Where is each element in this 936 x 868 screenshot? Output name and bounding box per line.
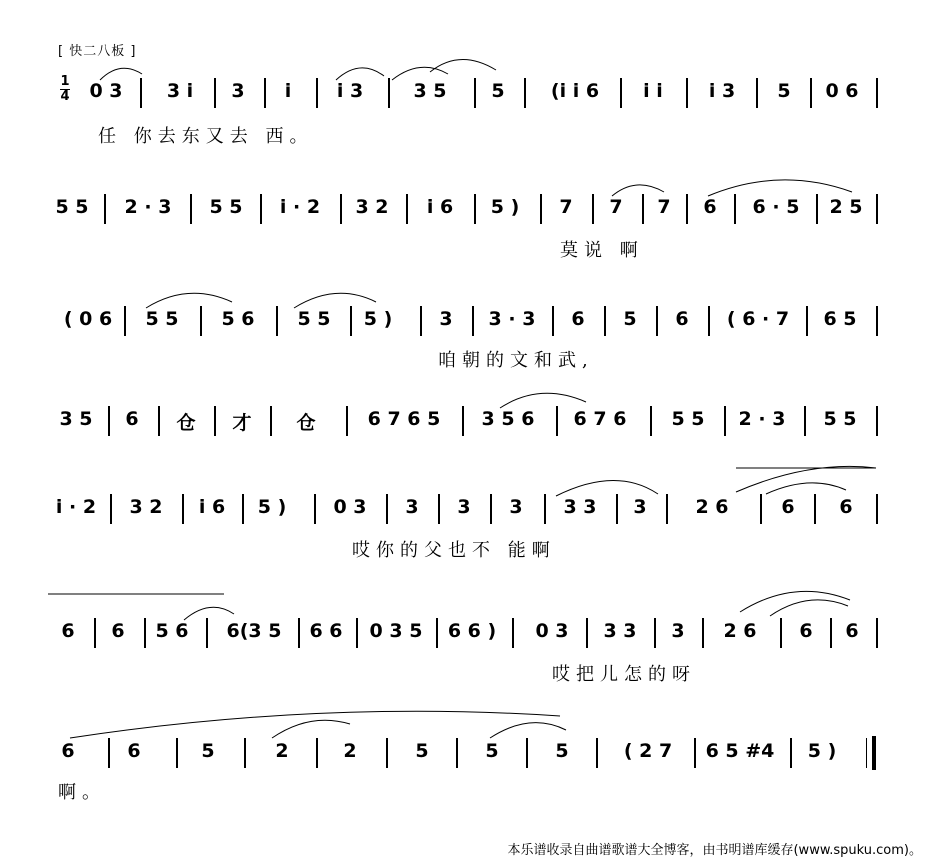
slur — [490, 723, 566, 738]
note-group: 5 — [201, 740, 215, 762]
note-group: 6 7 6 5 — [367, 408, 441, 430]
note-group: 5 5 — [145, 308, 179, 330]
slur — [770, 600, 848, 616]
note-group: i 3 — [336, 80, 364, 102]
note-group: 6 6 — [309, 620, 343, 642]
note-group: 6 — [61, 740, 75, 762]
slur — [184, 607, 234, 620]
note-group: 5 — [555, 740, 569, 762]
note-group: ( 2 7 — [623, 740, 673, 762]
note-group: 6 6 ) — [447, 620, 497, 642]
lyrics-row-1: 任 你去东又去 西。 — [98, 126, 314, 147]
note-group: 5 ) — [807, 740, 837, 762]
note-group: 5 ) — [363, 308, 393, 330]
tempo-marking: [ 快二八板 ] — [58, 44, 137, 59]
note-group: 5 — [415, 740, 429, 762]
note-group: 6(3 5 — [226, 620, 282, 642]
slur — [556, 480, 658, 496]
slur — [100, 68, 142, 80]
note-group: 2 6 — [695, 496, 729, 518]
lyrics-row-5: 哎你的父也不 能啊 — [352, 540, 556, 561]
lyrics-row-7: 啊。 — [58, 782, 106, 803]
lyrics-row-3: 咱朝的文和武, — [438, 350, 594, 371]
note-group: i · 2 — [279, 196, 321, 218]
note-group: 2 5 — [829, 196, 863, 218]
note-group: 6 — [845, 620, 859, 642]
note-group: 5 5 — [671, 408, 705, 430]
note-group: 3 — [439, 308, 453, 330]
note-group: 3 — [405, 496, 419, 518]
note-group: 3 — [509, 496, 523, 518]
note-group: ( 0 6 — [63, 308, 113, 330]
note-group: 5 5 — [55, 196, 89, 218]
note-group: 7 — [559, 196, 573, 218]
note-group: 3 2 — [355, 196, 389, 218]
note-group: 5 — [491, 80, 505, 102]
note-group: 3 — [457, 496, 471, 518]
note-group: i · 2 — [55, 496, 97, 518]
note-group: 才 — [232, 412, 252, 434]
note-group: 6 · 5 — [752, 196, 800, 218]
note-group: 2 · 3 — [124, 196, 172, 218]
slur — [146, 293, 232, 308]
note-group: 3 i — [166, 80, 194, 102]
slur — [766, 483, 846, 494]
note-group: 6 7 6 — [573, 408, 627, 430]
note-group: 仓 — [176, 412, 196, 434]
note-group: 3 5 — [413, 80, 447, 102]
slur — [70, 711, 560, 738]
lyrics-row-2: 莫说 啊 — [560, 240, 644, 261]
slur — [392, 67, 448, 80]
note-group: 5 ) — [257, 496, 287, 518]
note-group: 3 5 — [59, 408, 93, 430]
note-group: 0 3 5 — [369, 620, 423, 642]
note-group: 5 5 — [297, 308, 331, 330]
note-group: 6 — [675, 308, 689, 330]
note-group: 2 · 3 — [738, 408, 786, 430]
note-group: 0 3 — [333, 496, 367, 518]
note-group: i 6 — [426, 196, 454, 218]
slur — [736, 466, 876, 492]
lyrics-row-6: 哎把儿怎的呀 — [552, 664, 696, 685]
note-group: 5 5 — [823, 408, 857, 430]
note-group: 5 ) — [490, 196, 520, 218]
slur — [612, 185, 664, 196]
note-group: 3 2 — [129, 496, 163, 518]
note-group: 6 5 — [823, 308, 857, 330]
note-group: 2 — [343, 740, 357, 762]
slur — [500, 393, 586, 408]
note-group: 3 — [671, 620, 685, 642]
note-group: 5 — [777, 80, 791, 102]
note-group: i — [284, 80, 292, 102]
note-group: i i — [643, 80, 663, 102]
note-group: 3 3 — [563, 496, 597, 518]
slur — [294, 293, 376, 308]
note-group: 5 6 — [155, 620, 189, 642]
note-group: 6 5 #4 — [705, 740, 775, 762]
note-group: 6 — [571, 308, 585, 330]
note-group: ( 6 · 7 — [726, 308, 790, 330]
note-group: 2 6 — [723, 620, 757, 642]
note-group: 3 — [231, 80, 245, 102]
footer-note: 本乐谱收录自曲谱歌谱大全博客，由书明谱库缓存(www.spuku.com)。 — [507, 843, 922, 858]
note-group: 2 — [275, 740, 289, 762]
note-group: i 3 — [708, 80, 736, 102]
note-group: 6 — [111, 620, 125, 642]
slur — [272, 720, 350, 738]
slur — [336, 68, 384, 80]
note-group: 0 6 — [825, 80, 859, 102]
note-group: 3 — [633, 496, 647, 518]
note-group: 3 5 6 — [481, 408, 535, 430]
note-group: (i i 6 — [550, 80, 600, 102]
note-group: 7 — [657, 196, 671, 218]
note-group: 6 — [127, 740, 141, 762]
note-group: 6 — [703, 196, 717, 218]
note-group: 6 — [799, 620, 813, 642]
note-group: 5 — [623, 308, 637, 330]
note-group: 5 5 — [209, 196, 243, 218]
note-group: 6 — [781, 496, 795, 518]
note-group: 6 — [125, 408, 139, 430]
note-group: 仓 — [296, 412, 316, 434]
time-signature-bottom: 4 — [60, 89, 70, 104]
note-group: 5 — [485, 740, 499, 762]
note-group: i 6 — [198, 496, 226, 518]
note-group: 0 3 — [535, 620, 569, 642]
note-group: 6 — [839, 496, 853, 518]
note-group: 7 — [609, 196, 623, 218]
slur — [708, 180, 852, 196]
note-group: 0 3 — [89, 80, 123, 102]
note-group: 3 3 — [603, 620, 637, 642]
note-group: 6 — [61, 620, 75, 642]
time-signature-top: 1 — [60, 74, 70, 89]
note-group: 5 6 — [221, 308, 255, 330]
note-group: 3 · 3 — [488, 308, 536, 330]
